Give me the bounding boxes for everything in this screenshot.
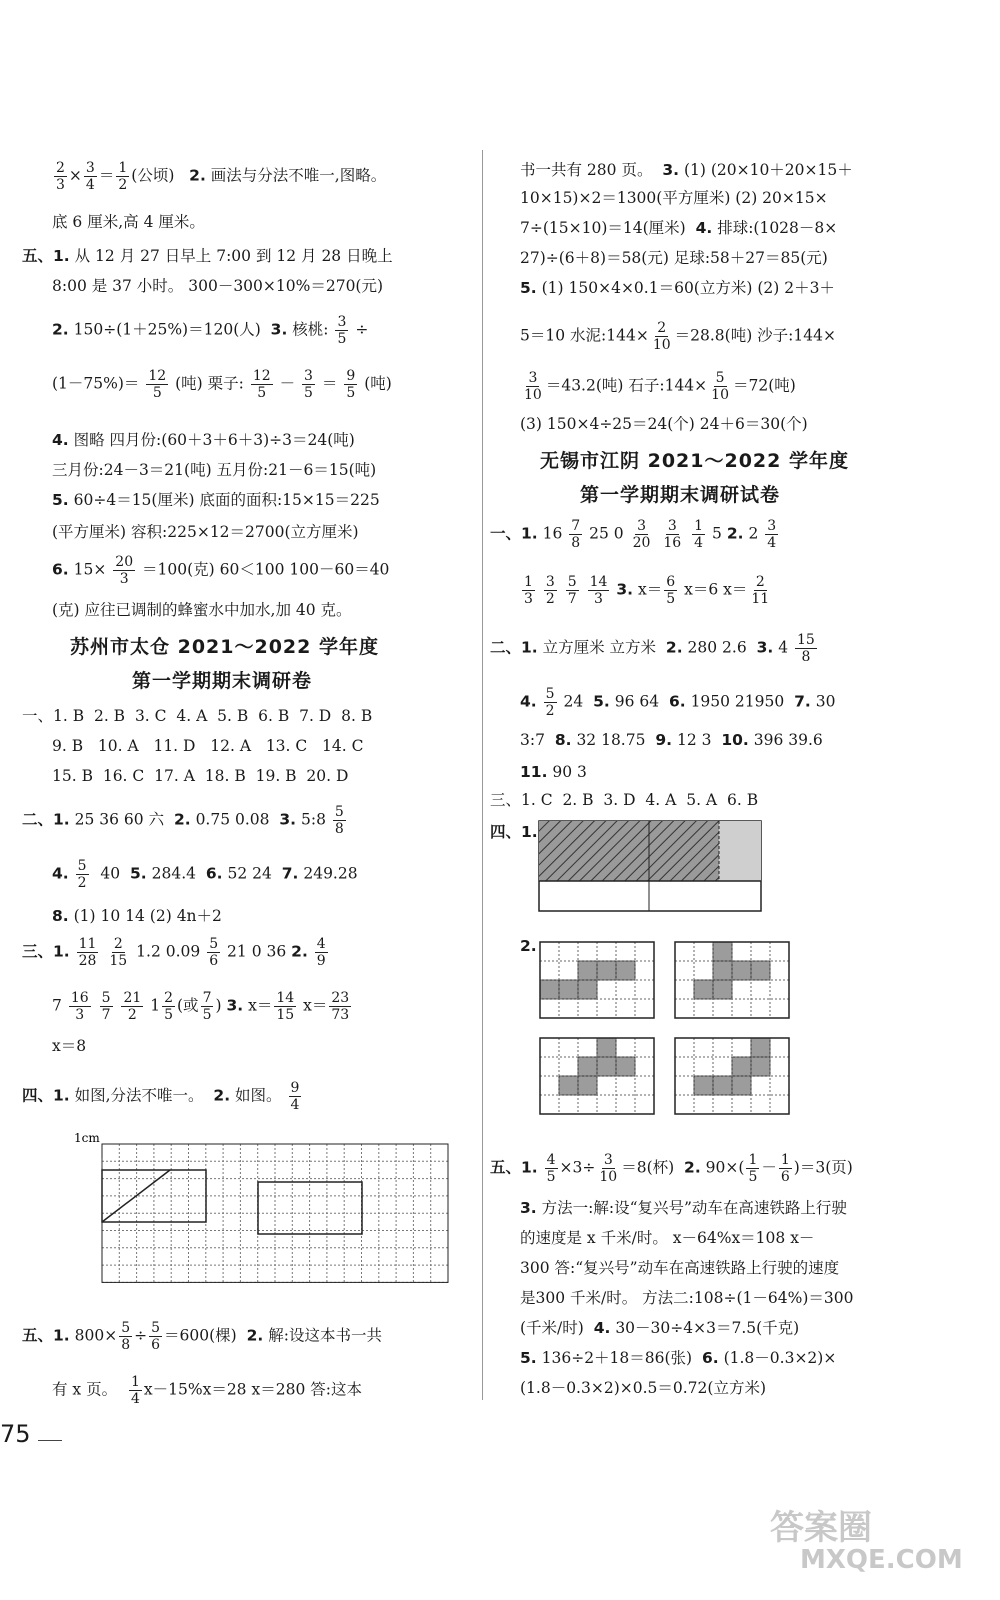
fraction: $\frac{1}{5}$ [748, 1152, 758, 1185]
answer-line: 是300 千米/时。 方法二:108÷(1－64%)＝300 [520, 1289, 854, 1307]
watermark-logo: 答案圈 [770, 1508, 872, 1548]
fraction: $\frac{12}{5}$ [252, 368, 271, 401]
answer-line: 二、1. 立方厘米 立方米 2. 280 2.6 3. 4 $\frac{15}{8}$ [490, 632, 815, 665]
page-number-dash [38, 1440, 62, 1441]
answer-line: 三、1. $\frac{11}{28}$ $\frac{2}{15}$ 1.2 0.09 $\frac{5}{6}$ 21 0 36 2. $\frac{4}{9}$ [22, 936, 326, 969]
fraction: $\frac{5}{8}$ [121, 1320, 131, 1353]
answer-line: 一、1. B 2. B 3. C 4. A 5. B 6. B 7. D 8. B [22, 707, 373, 725]
answer-line: 四、1. [490, 823, 538, 841]
watermark-url: MXQE.COM [800, 1545, 963, 1575]
answer-line: 7 $\frac{16}{3}$ $\frac{5}{7}$ $\frac{21}{2}$ 1 $\frac{2}{5}$ (或 $\frac{7}{5}$ ) 3. x＝ $\frac{14}{15}$ x＝ $\frac{23}{73}$ [52, 990, 350, 1023]
fraction: $\frac{5}{7}$ [567, 574, 577, 607]
answer-line: 二、1. 25 36 60 六 2. 0.75 0.08 3. 5:8 $\frac{5}{8}$ [22, 804, 344, 837]
answer-line: 2. 150÷(1＋25%)＝120(人) 3. 核桃: $\frac{3}{5}$ ÷ [52, 314, 369, 347]
section-heading: 第一学期期末调研卷 [132, 670, 313, 692]
fraction: $\frac{3}{10}$ [599, 1152, 618, 1185]
fraction: $\frac{7}{5}$ [202, 990, 212, 1023]
column-divider [482, 150, 483, 1400]
answer-line: 15. B 16. C 17. A 18. B 19. B 20. D [52, 767, 349, 785]
fraction: $\frac{5}{10}$ [711, 370, 729, 403]
answer-line: 6. 15× $\frac{20}{3}$ ＝100(克) 60＜100 100－60＝40 [52, 554, 390, 587]
answer-line: 9. B 10. A 11. D 12. A 13. C 14. C [52, 737, 364, 755]
fraction: $\frac{23}{73}$ [331, 990, 350, 1023]
fraction: $\frac{5}{8}$ [334, 804, 344, 837]
answer-line: 4. $\frac{5}{2}$ 40 5. 284.4 6. 52 24 7. 249.28 [52, 858, 358, 891]
grid-lines [102, 1144, 448, 1282]
fraction: $\frac{6}{5}$ [666, 574, 676, 607]
answer-line: 的速度是 x 千米/时。 x－64%x＝108 x－ [520, 1229, 815, 1247]
section-heading: 第一学期期末调研试卷 [580, 484, 781, 506]
answer-line: 4. 图略 四月份:(60＋3＋6＋3)÷3＝24(吨) [52, 431, 355, 449]
fraction: $\frac{5}{7}$ [101, 990, 111, 1023]
fraction: $\frac{3}{20}$ [632, 518, 651, 551]
answer-line: 五、1. 从 12 月 27 日早上 7:00 到 12 月 28 日晚上 [22, 247, 393, 265]
answer-line: 11. 90 3 [520, 763, 587, 781]
answer-line: $\frac{3}{10}$ ＝43.2(吨) 石子:144× $\frac{5}{10}$ ＝72(吨) [524, 370, 796, 403]
answer-line: 27)÷(6＋8)＝58(元) 足球:58＋27＝85(元) [520, 249, 828, 267]
fraction: $\frac{3}{4}$ [767, 518, 777, 551]
answer-line: 8:00 是 37 小时。 300－300×10%＝270(元) [52, 277, 384, 295]
answer-line: 300 答:“复兴号”动车在高速铁路上行驶的速度 [520, 1259, 840, 1277]
fraction: $\frac{3}{16}$ [663, 518, 682, 551]
fraction: $\frac{11}{28}$ [78, 936, 97, 969]
fraction: $\frac{5}{2}$ [545, 686, 555, 719]
fraction: $\frac{2}{10}$ [652, 320, 671, 353]
fraction: $\frac{21}{2}$ [123, 990, 142, 1023]
fraction: $\frac{3}{5}$ [304, 368, 313, 401]
answer-line: 3:7 8. 32 18.75 9. 12 3 10. 396 39.6 [520, 731, 823, 749]
fraction: $\frac{3}{5}$ [337, 314, 347, 347]
fraction: $\frac{3}{2}$ [545, 574, 555, 607]
fraction: $\frac{5}{6}$ [151, 1320, 161, 1353]
fraction: $\frac{20}{3}$ [115, 554, 134, 587]
answer-line: 书一共有 280 页。 3. (1) (20×10＋20×15＋ [520, 161, 853, 179]
fraction: $\frac{1}{3}$ [524, 574, 533, 607]
answer-line: (千米/时) 4. 30－30÷4×3＝7.5(千克) [520, 1319, 800, 1337]
fraction: $\frac{5}{6}$ [209, 936, 219, 969]
answer-line: 2. [520, 937, 537, 955]
page-number: 75 [0, 1420, 31, 1448]
answer-line: 有 x 页。 $\frac{1}{4}$ x－15%x＝28 x＝280 答:这本 [52, 1374, 362, 1407]
grid-label: 1cm [74, 1131, 100, 1145]
answer-line: x＝8 [52, 1037, 87, 1055]
fraction: $\frac{1}{6}$ [780, 1152, 790, 1185]
shaded-rectangle-figure [538, 820, 768, 915]
fraction: $\frac{5}{2}$ [77, 858, 87, 891]
fraction: $\frac{2}{15}$ [109, 936, 128, 969]
answer-line: 10×15)×2＝1300(平方厘米) (2) 20×15× [520, 189, 828, 207]
polyomino-grid [675, 942, 789, 1018]
answer-line: 5. 60÷4＝15(厘米) 底面的面积:15×15＝225 [52, 491, 380, 509]
polyomino-figures [538, 940, 923, 1120]
fraction: $\frac{9}{4}$ [290, 1080, 300, 1113]
fraction: $\frac{4}{9}$ [316, 936, 326, 969]
answer-line: 底 6 厘米,高 4 厘米。 [52, 213, 205, 231]
fraction: $\frac{2}{11}$ [751, 574, 770, 607]
answer-line: 3. 方法一:解:设“复兴号”动车在高速铁路上行驶 [520, 1199, 847, 1217]
section-heading: 苏州市太仓 2021～2022 学年度 [70, 636, 379, 658]
answer-line: 五、1. $\frac{4}{5}$ ×3÷ $\frac{3}{10}$ ＝8(杯) 2. 90×( $\frac{1}{5}$ － $\frac{1}{6}$ )＝3(页) [490, 1152, 853, 1185]
answer-line: 一、1. 16 $\frac{7}{8}$ 25 0 $\frac{3}{20}$ $\frac{3}{16}$ $\frac{1}{4}$ 5 2. 2 $\frac{3}{4}$ [490, 518, 777, 551]
fraction: $\frac{3}{10}$ [524, 370, 542, 403]
fraction: $\frac{2}{5}$ [164, 990, 173, 1023]
answer-line: 五、1. 800× $\frac{5}{8}$ ÷ $\frac{5}{6}$ ＝600(棵) 2. 解:设这本书一共 [22, 1320, 382, 1353]
fraction: $\frac{9}{5}$ [346, 368, 356, 401]
answer-line: (3) 150×4÷25＝24(个) 24＋6＝30(个) [520, 415, 808, 433]
answer-line: 5＝10 水泥:144× $\frac{2}{10}$ ＝28.8(吨) 沙子:144× [520, 320, 836, 353]
fraction: $\frac{14}{15}$ [276, 990, 295, 1023]
fraction: $\frac{1}{4}$ [694, 518, 704, 551]
section-heading: 无锡市江阴 2021～2022 学年度 [540, 450, 849, 472]
answer-line: $\frac{1}{3}$ $\frac{3}{2}$ $\frac{5}{7}$ $\frac{14}{3}$ 3. x＝ $\frac{6}{5}$ x＝6 x＝ $\frac{2}{11}$ [524, 574, 770, 607]
polyomino-grid [675, 1038, 789, 1114]
answer-line: (1－75%)＝ $\frac{12}{5}$ (吨) 栗子: $\frac{12}{5}$ － $\frac{3}{5}$ ＝ $\frac{9}{5}$ (吨) [52, 368, 392, 401]
fraction: $\frac{16}{3}$ [70, 990, 89, 1023]
answer-line: 四、1. 如图,分法不唯一。 2. 如图。 $\frac{9}{4}$ [22, 1080, 300, 1113]
fraction: $\frac{1}{4}$ [130, 1374, 140, 1407]
answer-line: 三月份:24－3＝21(吨) 五月份:21－6＝15(吨) [52, 461, 377, 479]
fraction: $\frac{12}{5}$ [148, 368, 167, 401]
fraction: $\frac{7}{8}$ [571, 518, 581, 551]
polyomino-grid [540, 1038, 654, 1114]
answer-line: (1.8－0.3×2)×0.5＝0.72(立方米) [520, 1379, 766, 1397]
answer-line: 8. (1) 10 14 (2) 4n＋2 [52, 907, 222, 925]
answer-line: 三、1. C 2. B 3. D 4. A 5. A 6. B [490, 791, 759, 809]
answer-line: $\frac{2}{3}$ × $\frac{3}{4}$ ＝ $\frac{1}{2}$ (公顷) 2. 画法与分法不唯一,图略。 [56, 160, 387, 193]
answer-line: 5. 136÷2＋18＝86(张) 6. (1.8－0.3×2)× [520, 1349, 837, 1367]
grid-figure [52, 1128, 472, 1288]
answer-line: 4. $\frac{5}{2}$ 24 5. 96 64 6. 1950 21950 7. 30 [520, 686, 836, 719]
polyomino-grid [540, 942, 654, 1018]
answer-line: (克) 应往已调制的蜂蜜水中加水,加 40 克。 [52, 601, 352, 619]
answer-line: 5. (1) 150×4×0.1＝60(立方米) (2) 2＋3＋ [520, 279, 835, 297]
fraction: $\frac{15}{8}$ [797, 632, 815, 665]
fraction: $\frac{4}{5}$ [546, 1152, 556, 1185]
fraction: $\frac{14}{3}$ [589, 574, 608, 607]
answer-line: (平方厘米) 容积:225×12＝2700(立方厘米) [52, 523, 359, 541]
answer-line: 7÷(15×10)＝14(厘米) 4. 排球:(1028－8× [520, 219, 838, 237]
